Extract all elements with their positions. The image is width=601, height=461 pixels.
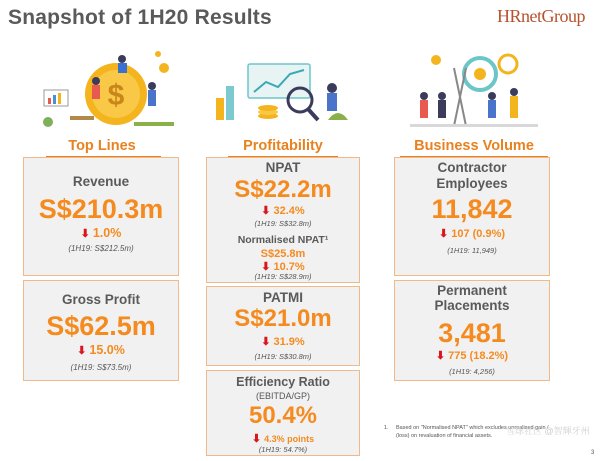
card-change: ⬇ 15.0%	[77, 343, 125, 357]
gross-profit-card	[23, 280, 179, 381]
arrow-down-icon: ⬇	[261, 336, 271, 348]
card-value: 11,842	[431, 194, 513, 224]
heading-business-volume: Business Volume	[414, 138, 534, 154]
card-value: S$210.3m	[38, 194, 164, 224]
arrow-down-icon: ⬇	[438, 228, 449, 240]
card-value: 3,481	[438, 318, 506, 348]
card-prev: (1H19: S$32.8m)	[254, 219, 312, 228]
svg-text:$: $	[107, 79, 125, 112]
card-change: ⬇ 32.4%	[261, 205, 305, 217]
footnote-number: 1.	[384, 425, 389, 431]
patmi-card	[206, 286, 360, 366]
card-change: ⬇ 775 (18.2%)	[435, 350, 509, 362]
card-label-line2: Employees	[436, 176, 508, 191]
heading-top-lines: Top Lines	[68, 138, 136, 154]
card-label: PATMI	[263, 290, 303, 305]
efficiency-ratio-card	[206, 370, 360, 456]
card-label-line1: Contractor	[437, 160, 507, 175]
normalised-npat-label: Normalised NPAT¹	[237, 234, 329, 246]
page-number: 3	[591, 450, 595, 456]
arrow-down-icon: ⬇	[77, 345, 87, 357]
arrow-down-icon: ⬇	[435, 350, 446, 362]
top-lines-illustration	[34, 48, 176, 130]
watermark: 雪球社区 @智輝牙州	[506, 426, 590, 436]
npat-card	[206, 157, 360, 283]
revenue-card	[23, 157, 179, 276]
card-label-line1: Permanent	[437, 283, 507, 298]
heading-profitability: Profitability	[243, 138, 323, 154]
card-change: ⬇ 4.3% points	[251, 433, 315, 445]
card-prev: (1H19: 4,256)	[449, 367, 495, 376]
card-label: Revenue	[72, 174, 130, 189]
card-change: ⬇ 107 (0.9%)	[438, 228, 506, 240]
card-value: S$62.5m	[46, 311, 156, 341]
business-volume-illustration	[410, 52, 540, 130]
card-label: Gross Profit	[61, 292, 140, 307]
arrow-down-icon: ⬇	[261, 205, 271, 217]
card-prev: (1H19: 11,949)	[447, 246, 497, 255]
footnote-text: Based on "Normalised NPAT" which excludes unrealised gain / (loss) on revaluation of financial assets.	[396, 425, 549, 439]
company-logo: HRnetGroup	[497, 6, 585, 26]
card-prev: (1H19: 54.7%)	[258, 445, 308, 454]
normalised-npat-change: ⬇ 10.7%	[261, 261, 305, 273]
card-label: Efficiency Ratio	[236, 375, 330, 389]
arrow-down-icon: ⬇	[261, 261, 271, 273]
card-label-line2: Placements	[434, 298, 510, 313]
card-value: S$21.0m	[234, 305, 332, 332]
normalised-npat-prev: (1H19: S$28.9m)	[254, 272, 312, 281]
normalised-npat-value: S$25.8m	[260, 248, 306, 260]
card-change: ⬇ 1.0%	[80, 226, 122, 240]
card-prev: (1H19: S$212.5m)	[68, 244, 134, 253]
arrow-down-icon: ⬇	[251, 433, 262, 445]
arrow-down-icon: ⬇	[80, 228, 90, 240]
page-title: Snapshot of 1H20 Results	[8, 6, 272, 29]
card-prev: (1H19: S$73.5m)	[70, 363, 132, 372]
card-sublabel: (EBITDA/GP)	[255, 391, 310, 401]
card-value: 50.4%	[248, 402, 318, 429]
contractor-employees-card	[394, 157, 550, 276]
card-change: ⬇ 31.9%	[261, 336, 305, 348]
card-value: S$22.2m	[234, 176, 332, 203]
profitability-illustration	[208, 62, 350, 130]
card-label: NPAT	[265, 160, 301, 175]
permanent-placements-card	[394, 280, 550, 381]
card-prev: (1H19: S$30.8m)	[254, 352, 312, 361]
